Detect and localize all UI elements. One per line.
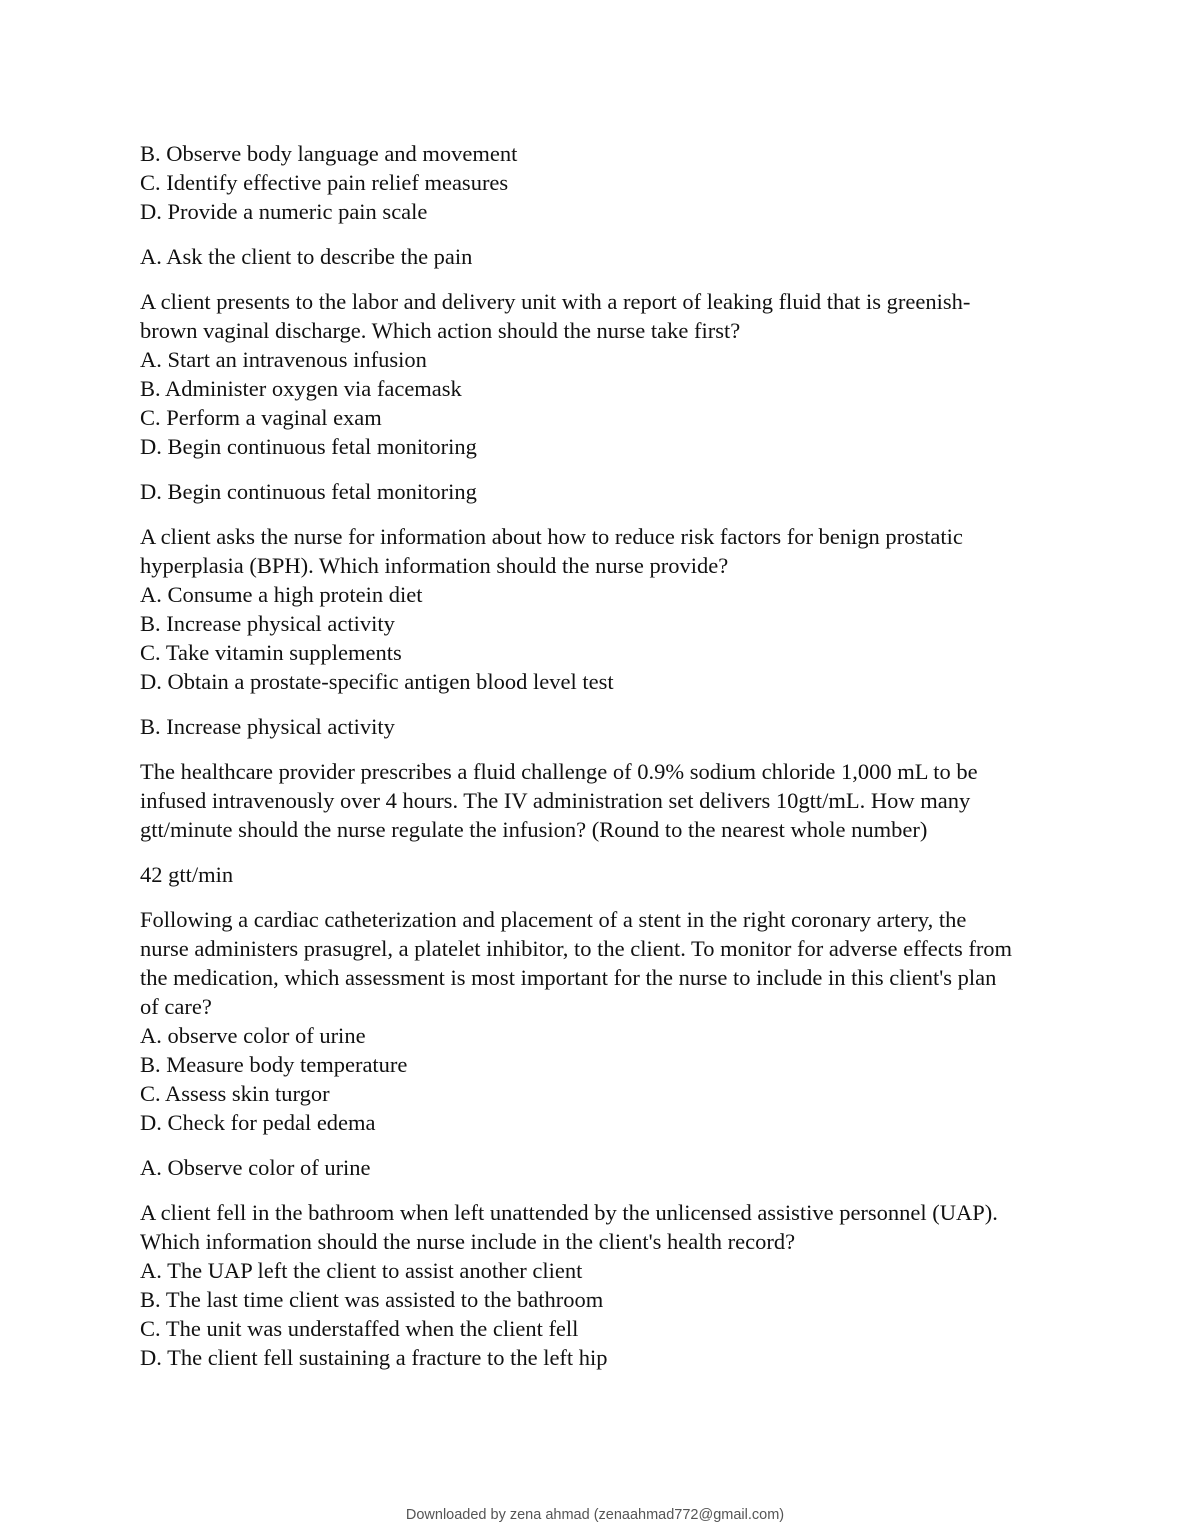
- question-block: [140, 1198, 1060, 1372]
- question-stem-line: the medication, which assessment is most important for the nurse to include in this client's plan: [140, 965, 997, 990]
- answer-option: D. Begin continuous fetal monitoring: [140, 434, 477, 459]
- question-stem-line: A client presents to the labor and delivery unit with a report of leaking fluid that is greenish-: [140, 289, 971, 314]
- answer-text: A. Ask the client to describe the pain: [140, 244, 473, 269]
- question-fragment: [140, 139, 1060, 226]
- question-stem-line: The healthcare provider prescribes a fluid challenge of 0.9% sodium chloride 1,000 mL to be: [140, 759, 978, 784]
- answer-option: B. Increase physical activity: [140, 611, 395, 636]
- question-stem-line: A client fell in the bathroom when left unattended by the unlicensed assistive personnel (UAP).: [140, 1200, 998, 1225]
- answer-option: C. Assess skin turgor: [140, 1081, 330, 1106]
- question-stem-line: hyperplasia (BPH). Which information should the nurse provide?: [140, 553, 729, 578]
- correct-answer: [140, 712, 1060, 741]
- answer-option: D. Check for pedal edema: [140, 1110, 376, 1135]
- answer-text: A. Observe color of urine: [140, 1155, 371, 1180]
- question-block: [140, 905, 1060, 1137]
- question-stem-line: of care?: [140, 994, 212, 1019]
- answer-option: A. Consume a high protein diet: [140, 582, 423, 607]
- answer-text: D. Begin continuous fetal monitoring: [140, 479, 477, 504]
- answer-option: B. Measure body temperature: [140, 1052, 408, 1077]
- question-stem-line: Which information should the nurse include in the client's health record?: [140, 1229, 796, 1254]
- answer-option: B. The last time client was assisted to the bathroom: [140, 1287, 604, 1312]
- answer-text: B. Increase physical activity: [140, 714, 395, 739]
- correct-answer: [140, 477, 1060, 506]
- answer-option: D. The client fell sustaining a fracture to the left hip: [140, 1345, 608, 1370]
- download-footer: Downloaded by zena ahmad (zenaahmad772@gmail.com): [405, 1507, 785, 1523]
- correct-answer: [140, 242, 1060, 271]
- document-body: [140, 139, 1060, 1388]
- answer-option: C. Perform a vaginal exam: [140, 405, 382, 430]
- correct-answer: [140, 860, 1060, 889]
- question-stem-line: gtt/minute should the nurse regulate the infusion? (Round to the nearest whole number): [140, 817, 928, 842]
- answer-text: 42 gtt/min: [140, 862, 234, 887]
- answer-option: C. Take vitamin supplements: [140, 640, 402, 665]
- answer-option: D. Obtain a prostate-specific antigen blood level test: [140, 669, 614, 694]
- answer-option: A. Start an intravenous infusion: [140, 347, 427, 372]
- question-stem-line: nurse administers prasugrel, a platelet inhibitor, to the client. To monitor for adverse effects from: [140, 936, 1013, 961]
- question-stem-line: brown vaginal discharge. Which action should the nurse take first?: [140, 318, 741, 343]
- question-stem-line: infused intravenously over 4 hours. The IV administration set delivers 10gtt/mL. How many: [140, 788, 971, 813]
- question-block: [140, 522, 1060, 696]
- question-block: [140, 757, 1060, 844]
- question-stem-line: Following a cardiac catheterization and placement of a stent in the right coronary artery, the: [140, 907, 967, 932]
- answer-option: C. The unit was understaffed when the client fell: [140, 1316, 579, 1341]
- question-stem-line: A client asks the nurse for information about how to reduce risk factors for benign prostatic: [140, 524, 963, 549]
- question-block: [140, 287, 1060, 461]
- answer-option: B. Administer oxygen via facemask: [140, 376, 462, 401]
- answer-option: C. Identify effective pain relief measures: [140, 170, 509, 195]
- answer-option: D. Provide a numeric pain scale: [140, 199, 428, 224]
- correct-answer: [140, 1153, 1060, 1182]
- answer-option: B. Observe body language and movement: [140, 141, 518, 166]
- answer-option: A. observe color of urine: [140, 1023, 366, 1048]
- answer-option: A. The UAP left the client to assist another client: [140, 1258, 583, 1283]
